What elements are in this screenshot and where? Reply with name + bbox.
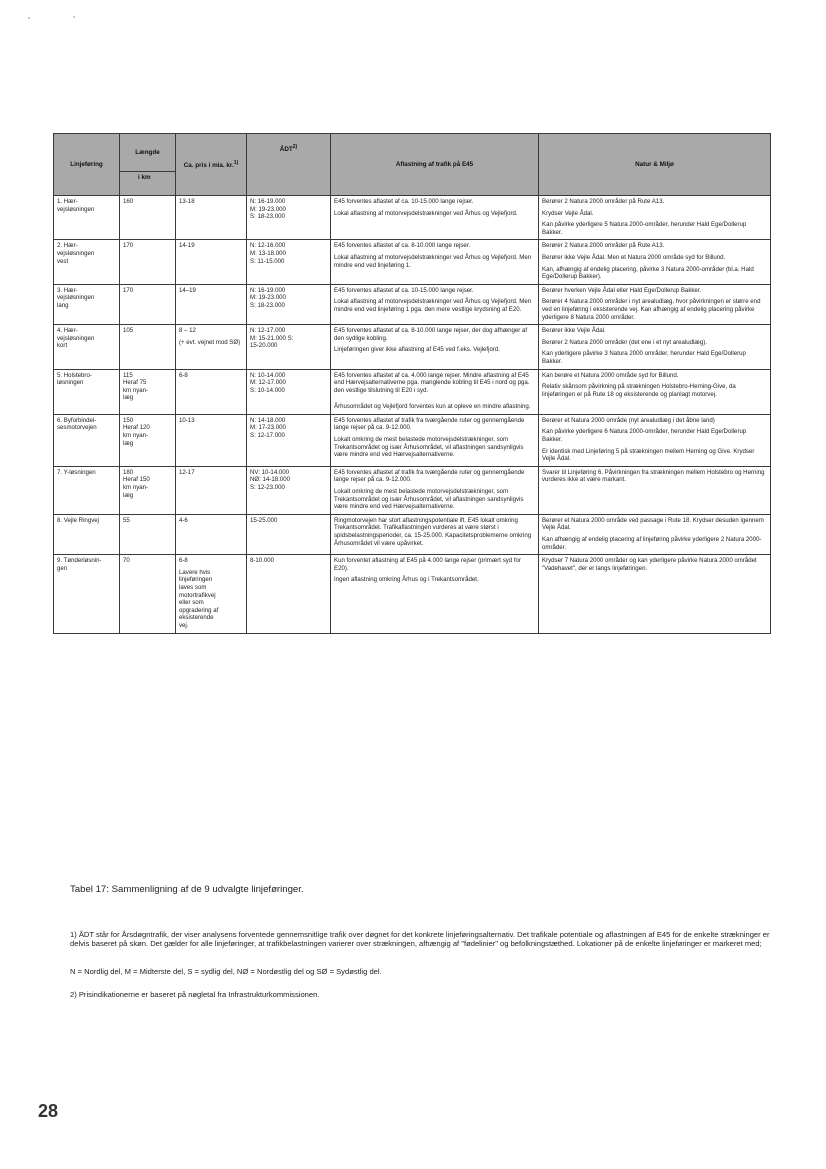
table-row [54,514,771,554]
cell-paragraph: Berører et Natura 2000 område (nyt arealudlæg i det åbne land) [542,416,715,424]
cell-pris: 12-17 [176,466,247,514]
cell-lengde: 55 [120,514,176,554]
cell-lengde: 70 [120,555,176,633]
cell-aflastning [331,325,539,369]
cell-paragraph: Kan yderligere påvirke 3 Natura 2000 områder, herunder Hald Ege/Dollerup Bakker. [542,350,746,365]
cell-paragraph: Kan påvirke yderligere 6 Natura 2000-områder, herunder Hald Ege/Dollerup Bakker. [542,428,747,444]
cell-paragraph: Krydser Vejle Ådal. [542,209,594,217]
cell-linjeforing: 8. Vejle Ringvej [54,514,120,554]
cell-aflastning [331,240,539,284]
table-row [54,284,771,324]
cell-paragraph: Lokal aflastning af motorvejsdelstrækninger ved Århus og Vejlefjord. [334,209,518,217]
cell-paragraph: Kun forventet aflastning af E45 på 4.000 lange rejser (primært syd for E20). [334,557,521,572]
cell-linjeforing: 2. Hær- vejsløsningen vest [54,240,120,284]
cell-adt: NV: 10-14.000 NØ: 14-18.000 S: 12-23.000 [247,466,331,514]
cell-linjeforing: 5. Holstebro- løsningen [54,369,120,414]
cell-paragraph: 8 – 12 [179,327,196,335]
cell-natur [539,555,771,633]
page-number: 28 [38,1101,59,1121]
table-row [54,325,771,369]
cell-paragraph: E45 forventes aflastet af ca. 8-10.000 lange rejser, der dog afhænger af den sydlige kobling. [334,327,528,342]
table-row [54,466,771,514]
scan-speck [28,17,30,19]
cell-pris: 4-6 [176,514,247,554]
table-row [54,240,771,284]
cell-adt: N: 14-18.000 M: 17-23.000 S: 12-17.000 [247,414,331,466]
scan-speck [73,16,75,18]
location-legend-text: N = Nordlig del, M = Midterste del, S = sydlig del, NØ = Nordøstlig del og SØ = Sydøstlig del. [70,967,382,976]
header-adt [247,134,331,196]
cell-natur [539,284,771,324]
cell-pris: 6-8 [176,369,247,414]
cell-aflastning [331,514,539,554]
cell-natur [539,369,771,414]
cell-natur [539,325,771,369]
cell-paragraph: Lokal aflastning af motorvejsdelstrækninger ved Århus og Vejlefjord. Men mindre end ved linjeføring 1 pga. den mere vestlige krydsning af E20. [334,298,532,313]
cell-paragraph: Er identisk med Linjeføring 5 på strækningen mellem Herning og Give. Krydser Vejle Ådal. [542,447,755,463]
header-adt-footnote: 2) [292,144,298,150]
cell-adt: N: 16-19.000 M: 19-23.000 S: 18-23.000 [247,196,331,240]
cell-paragraph: Berører ikke Vejle Ådal. [542,327,606,335]
cell-paragraph: Kan afhængig af endelig placering af linjeføring påvirke yderligere 2 Natura 2000-områder. [542,536,762,551]
header-linjeforing: Linjeføring [54,134,120,196]
cell-paragraph: E45 forventes aflastet af trafik fra tværgående ruter og gennemgående lange rejser på ca. 9-12.000. [334,416,525,432]
cell-paragraph: Lokalt omkring de mest belastede motorvejsdelstrækninger, som Trekantsområdet og især Århusområdet, vil aflastningen sandsynligvis være mindre end ved Hærvejsalternativerne. [334,488,524,511]
cell-paragraph: Berører 2 Natura 2000 områder (det ene i et nyt arealudlæg). [542,338,707,346]
cell-adt: N: 12-17.000 M: 15-21.000 S: 15-20.000 [247,325,331,369]
cell-paragraph: Berører 4 Natura 2000 områder i nyt arealudlæg, hvor påvirkningen er større end ved en linjeføring i eksisterende vej. Kan afhængig af endelig placering påvirke yderligere 8 Natura 2000 områder. [542,298,761,321]
cell-aflastning [331,369,539,414]
cell-lengde: 105 [120,325,176,369]
cell-paragraph: Berører 2 Natura 2000 områder på Rute A13. [542,198,665,205]
cell-linjeforing: 9. Tønderløsnin- gen [54,555,120,633]
header-pris [176,134,247,196]
cell-adt: N: 16-19.000 M: 19-23.000 S: 18-23.000 [247,284,331,324]
cell-aflastning [331,196,539,240]
header-pris-footnote: 1) [233,159,239,166]
cell-paragraph: Ringmotorvejen har stort aflastningspotentiale ift. E45 lokalt omkring Trekantsområdet. Trafikaflastningen vurderes at være størst i spidsbelastningsperioder, ca. 15-25.000. Kapacitetsproblemerne omkring Århusområdet vil være upåvirket. [334,516,532,547]
header-pris-label: Ca. pris i mia. kr. [183,162,234,170]
cell-adt: N: 10-14.000 M: 12-17.000 S: 10-14.000 [247,369,331,414]
cell-lengde: 170 [120,284,176,324]
cell-natur [539,240,771,284]
cell-natur [539,196,771,240]
cell-natur [539,414,771,466]
cell-linjeforing: 6. Byforbindel- sesmotorvejen [54,414,120,466]
cell-adt: 8-10.000 [247,555,331,633]
comparison-table-container [53,133,770,634]
cell-paragraph: Berører 2 Natura 2000 områder på Rute A13. [542,242,665,250]
cell-pris: 14–19 [176,284,247,324]
table-header-row [54,134,771,196]
cell-paragraph: Berører hverken Vejle Ådal eller Hald Ege/Dollerup Bakker. [542,286,702,294]
footnote-2 [70,990,770,999]
cell-paragraph: Svarer til Linjeføring 6. Påvirkningen fra strækningen mellem Holstebro og Herning vurderes ikke at være markant. [542,468,765,484]
header-adt-label: ÅDT [279,146,293,154]
table-row [54,414,771,466]
cell-paragraph: Ingen aflastning omkring Århus og i Trekantsområdet. [334,576,479,584]
cell-natur [539,514,771,554]
cell-paragraph: Linjeføringen giver ikke aflastning af E45 ved f.eks. Vejlefjord. [334,346,500,354]
cell-paragraph: E45 forventes aflastet af trafik fra tværgående ruter og gennemgående lange rejser på ca. 9-12.000. [334,468,525,484]
cell-paragraph: Kan påvirke yderligere 5 Natura 2000-områder, herunder Hald Ege/Dollerup Bakker. [542,221,747,236]
cell-aflastning [331,466,539,514]
cell-paragraph: Lavere hvis linjeføringen laves som motortrafikvej eller som opgradering af eksisterende vej. [179,568,219,629]
cell-paragraph: 6-8 [179,557,188,565]
cell-lengde: 115 Heraf 75 km nyan- læg [120,369,176,414]
cell-paragraph: Berører et Natura 2000 område ved passage i Rute 18. Krydser desuden igennem Vejle Ådal. [542,516,764,532]
table-caption: Tabel 17: Sammenligning af de 9 udvalgte linjeføringer. [70,884,304,895]
table-body [54,196,771,634]
cell-paragraph: E45 forventes aflastet af ca. 8-10.000 lange rejser. [334,242,471,250]
cell-paragraph: E45 forventes aflastet af ca. 10-15.000 lange rejser. [334,286,474,294]
cell-lengde: 180 Heraf 150 km nyan- læg [120,466,176,514]
cell-lengde: 150 Heraf 120 km nyan- læg [120,414,176,466]
header-lengde-label: Længde [120,134,175,172]
cell-paragraph: Lokalt omkring de mest belastede motorvejsdelstrækninger, som Trekantsområdet og især Århusområdet, vil aflastningen sandsynligvis være mindre end ved Hærvejsalternativerne. [334,436,524,459]
header-aflastning: Aflastning af trafik på E45 [331,134,539,196]
cell-pris [176,325,247,369]
footnote-2-text: 2) Prisindikationerne er baseret på nøgletal fra Infrastrukturkommissionen. [70,990,320,999]
cell-linjeforing: 1. Hær- vejsløsningen [54,196,120,240]
cell-pris: 10-13 [176,414,247,466]
footnote-1-text: 1) ÅDT står for Årsdøgntrafik, der viser analysens forventede gennemsnitlige trafik over døgnet for det konkrete linjeføringsalternativ. Det trafikale potentiale og aflastningen af E45 for de enkelte strækninger er delvis baseret på skøn. Det gælder for alle linjeføringer, at trafikbelastningen varierer over strækningen, afhængig af "fødelinier" og befolkningstæthed. Lokationer på de enkelte linjeføringer er markeret med; [70,930,770,949]
cell-aflastning [331,555,539,633]
cell-natur [539,466,771,514]
cell-paragraph: (+ evt. vejnet mod SØ) [179,338,241,346]
cell-paragraph: Kan, afhængig af endelig placering, påvirke 3 Natura 2000-områder (bl.a. Hald Ege/Dollerup Bakker). [542,265,754,281]
cell-linjeforing: 7. Y-løsningen [54,466,120,514]
footnote-1 [70,930,770,949]
cell-lengde: 160 [120,196,176,240]
cell-paragraph: Relativ skånsom påvirkning på strækningen Holstebro-Herning-Give, da linjeføringen er på Rute 18 og eksisterende og planlagt motorvej. [542,383,736,398]
cell-pris [176,555,247,633]
table-row [54,369,771,414]
cell-linjeforing: 4. Hær- vejsløsningen kort [54,325,120,369]
cell-paragraph: Kan berøre et Natura 2000 område syd for Billund. [542,371,679,379]
cell-adt: 15-25.000 [247,514,331,554]
table-row [54,555,771,633]
cell-pris: 13-18 [176,196,247,240]
cell-linjeforing: 3. Hær- vejsløsningen lang [54,284,120,324]
cell-paragraph: Lokal aflastning af motorvejsdelstrækninger ved Århus og Vejlefjord. Men mindre end ved linjeføring 1. [334,253,532,269]
comparison-table [53,133,771,634]
cell-pris: 14-19 [176,240,247,284]
cell-paragraph: Berører ikke Vejle Ådal. Men et Natura 2000 område syd for Billund. [542,253,726,261]
header-natur: Natur & Miljø [539,134,771,196]
cell-aflastning [331,284,539,324]
cell-adt: N: 12-16.000 M: 13-18.000 S: 11-15.000 [247,240,331,284]
location-legend [70,967,770,976]
cell-paragraph: Krydser 7 Natura 2000 områder og kan yderligere påvirke Natura 2000 området "Vadehavet", der er langs linjeføringen. [542,557,757,572]
cell-paragraph: E45 forventes aflastet af ca. 4.000 lange rejser. Mindre aflastning af E45 end Hærvejsalternativerne pga. manglende kobling til E45 i nord og pga. den vestlige tilslutning til E20 i syd. [334,371,530,394]
cell-paragraph: Århusområdet og Vejlefjord forventes kun at opleve en mindre aflastning. [334,403,531,411]
header-lengde-unit: i km [138,174,151,181]
cell-lengde: 170 [120,240,176,284]
cell-paragraph: E45 forventes aflastet af ca. 10-15.000 lange rejser. [334,198,474,205]
table-row [54,196,771,240]
header-lengde [120,134,176,196]
cell-aflastning [331,414,539,466]
